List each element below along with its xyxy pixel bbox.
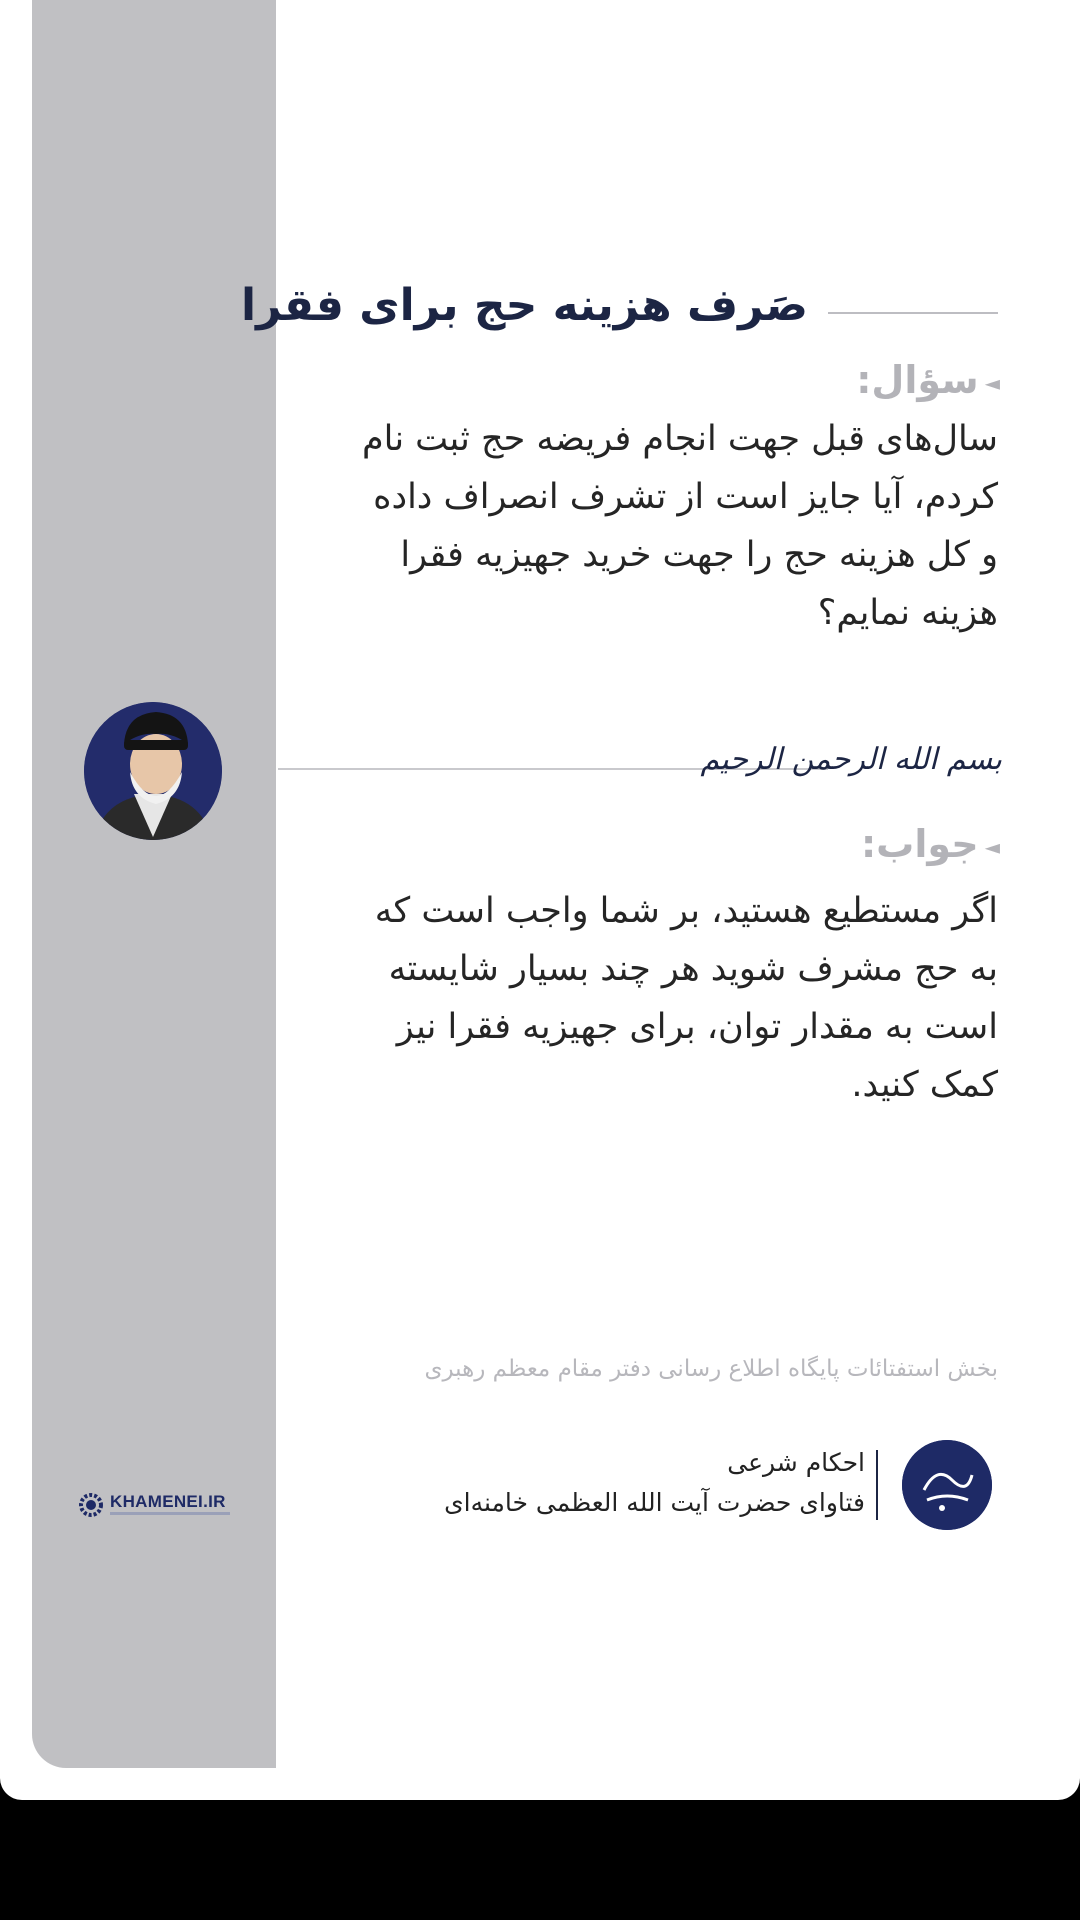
bismillah: بسم الله الرحمن الرحیم	[700, 742, 1002, 777]
brand-line-1: احکام شرعی	[727, 1448, 865, 1477]
answer-label-text: جواب:	[860, 822, 979, 866]
brand-line-2: فتاوای حضرت آیت الله العظمی خامنه‌ای	[444, 1488, 865, 1517]
question-text: سال‌های قبل جهت انجام فریضه حج ثبت نام کردم، آیا جایز است از تشرف انصراف داده و کل هزینه حج را جهت خرید جهیزیه فقرا هزینه نمایم؟	[361, 419, 998, 633]
answer-label	[861, 822, 1000, 866]
avatar	[84, 702, 222, 840]
brand-emblem-icon	[902, 1440, 992, 1530]
title-rule	[828, 312, 998, 314]
site-logo-text: KHAMENEI.IR	[110, 1492, 226, 1511]
site-logo	[76, 1490, 236, 1526]
triangle-bullet-icon: ◄	[984, 834, 1000, 859]
avatar-portrait	[84, 702, 222, 840]
gear-logo-icon	[76, 1490, 106, 1520]
question-label-text: سؤال:	[856, 358, 979, 402]
answer-text: اگر مستطیع هستید، بر شما واجب است که به حج مشرف شوید هر چند بسیار شایسته است به مقدار توان، برای جهیزیه فقرا نیز کمک کنید.	[374, 891, 998, 1105]
post-title: صَرف هزینه حج برای فقرا	[241, 280, 808, 331]
site-logo-subline	[110, 1512, 230, 1515]
question-label	[856, 358, 1000, 402]
triangle-bullet-icon: ◄	[984, 370, 1000, 395]
brand-divider	[876, 1450, 878, 1520]
source-note: بخش استفتائات پایگاه اطلاع رسانی دفتر مقام معظم رهبری	[424, 1356, 998, 1382]
